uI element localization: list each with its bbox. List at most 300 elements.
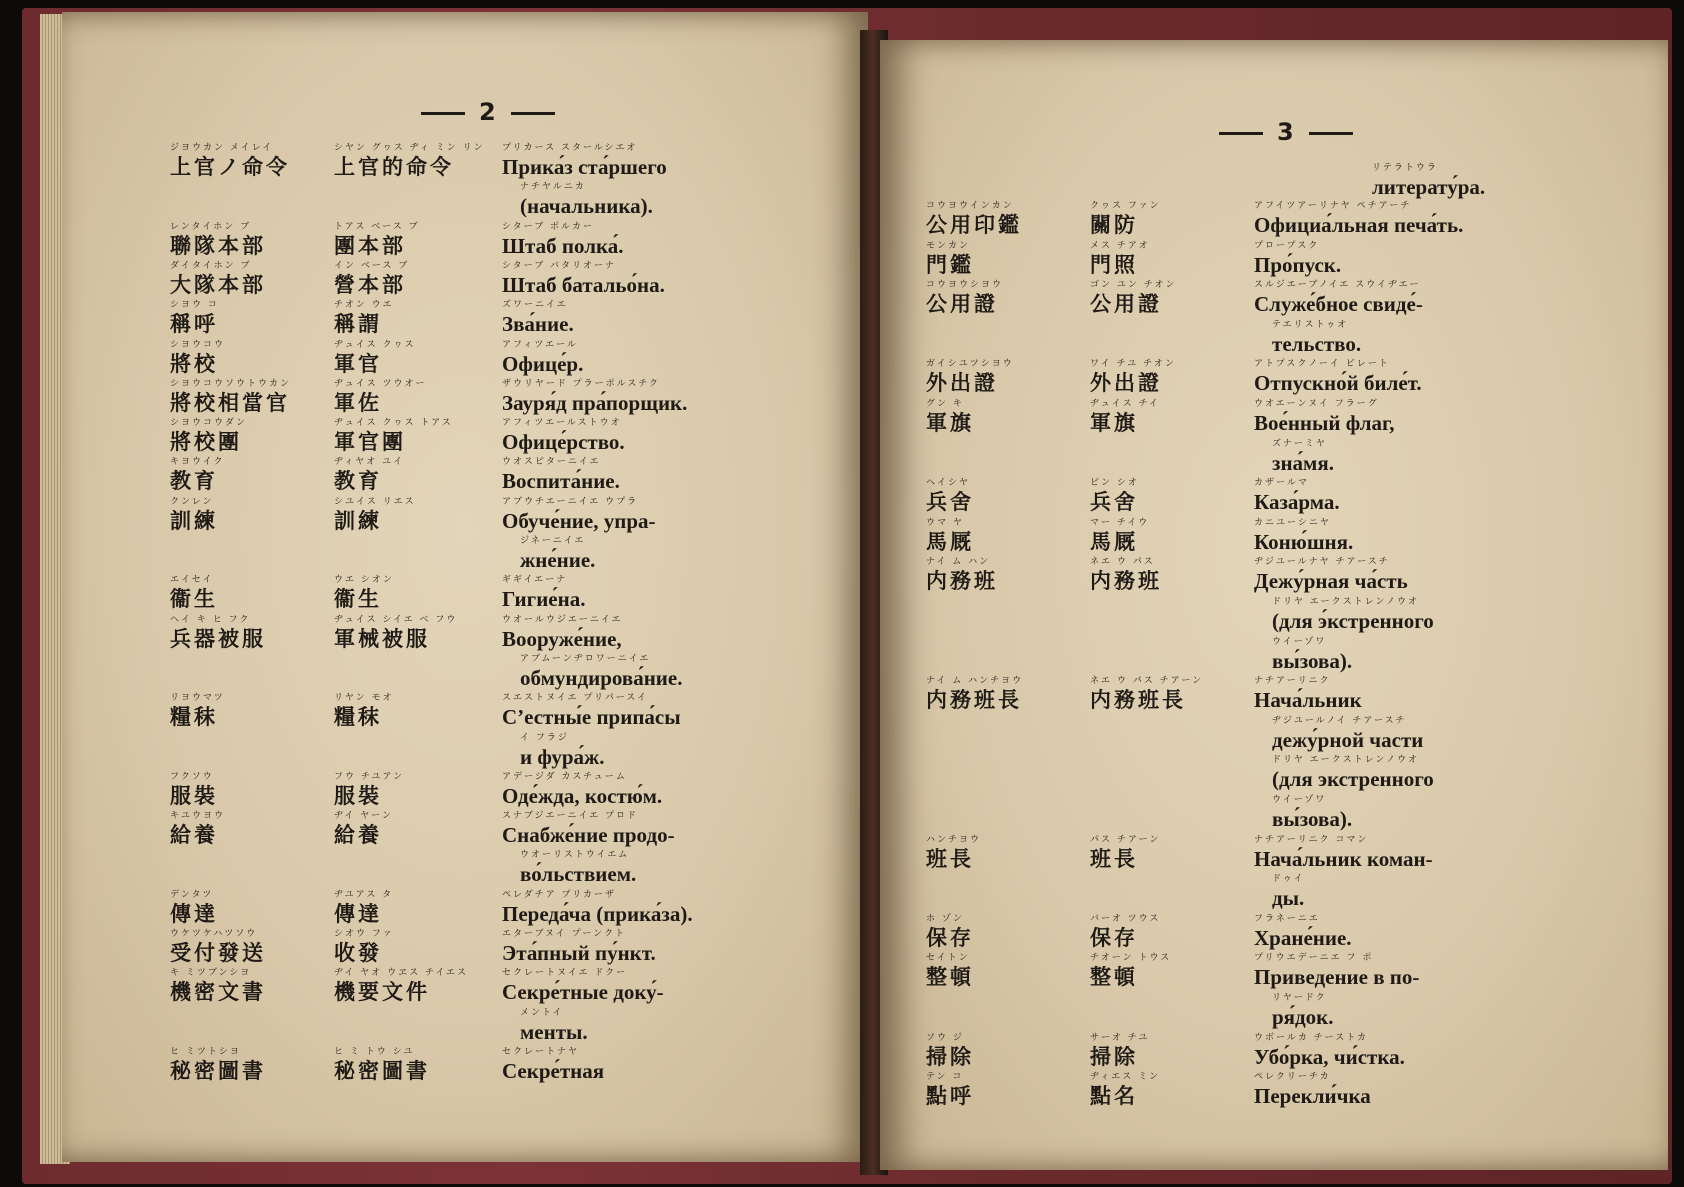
- continuation-reading: ドリヤ エークストレンノウオ: [1272, 755, 1420, 766]
- japanese-term-reading: ヘイ キ ヒ フク: [170, 614, 251, 625]
- japanese-term-reading: グン キ: [926, 399, 964, 409]
- chinese-term-reading: クヮス ファン: [1090, 201, 1161, 211]
- chinese-term: 傳達: [334, 900, 382, 926]
- japanese-term: 兵舍: [926, 489, 974, 515]
- japanese-term: 點呼: [926, 1083, 974, 1109]
- translation-continuation: [1272, 596, 1434, 634]
- chinese-term: 門照: [1090, 251, 1138, 277]
- translation-continuation: [520, 535, 595, 573]
- russian-translation: Вооруже́ние,: [502, 626, 622, 651]
- japanese-term-cell: [926, 279, 1003, 317]
- chinese-term: 收發: [334, 940, 382, 965]
- japanese-term-reading: キユウヨウ: [170, 811, 226, 822]
- chinese-term-cell: [1090, 556, 1162, 594]
- russian-translation: Зва́ние.: [502, 312, 574, 337]
- russian-translation-cell: [1254, 517, 1353, 555]
- japanese-term-cell: [170, 378, 291, 416]
- chinese-term-cell: [334, 810, 393, 848]
- japanese-term: 聯隊本部: [170, 232, 266, 258]
- chinese-term: 營本部: [334, 271, 406, 297]
- russian-translation-cell: [502, 928, 656, 966]
- chinese-term-reading: ヒ ミ トウ シユ: [334, 1046, 415, 1057]
- japanese-term-cell: [170, 260, 266, 298]
- russian-translation: Нача́льник: [1254, 688, 1362, 713]
- russian-translation-reading: アフィツエールストウオ: [502, 418, 622, 429]
- russian-translation: Про́пуск.: [1254, 252, 1342, 277]
- japanese-term-cell: [170, 889, 218, 927]
- russian-translation-cell: [502, 771, 662, 809]
- russian-translation: Обуче́ние, упра-: [502, 508, 656, 533]
- chinese-term: 内務班長: [1090, 687, 1186, 713]
- russian-translation-cell: [1254, 675, 1362, 713]
- japanese-term: 門鑑: [926, 251, 974, 277]
- russian-translation-reading: ヂジユールナヤ チアースチ: [1254, 557, 1390, 568]
- translation-continuation: [1272, 754, 1434, 792]
- chinese-term-reading: チオン ウエ: [334, 300, 394, 311]
- chinese-term-reading: ワイ チユ チオン: [1090, 359, 1176, 370]
- russian-translation-reading: シターブ バタリオーナ: [502, 260, 616, 271]
- russian-translation-cell: [502, 456, 620, 494]
- russian-translation: Вое́нный флаг,: [1254, 411, 1395, 435]
- continuation-text: (начальника).: [520, 194, 653, 219]
- chinese-term-cell: [1090, 358, 1176, 396]
- russian-translation: Штаб полка́.: [502, 233, 624, 258]
- japanese-term-reading: ウマ ヤ: [926, 517, 964, 528]
- russian-translation-reading: ウオールウジエーニイエ: [502, 614, 623, 625]
- russian-translation-reading: ウボールカ チーストカ: [1254, 1032, 1368, 1043]
- japanese-term: 秘密圖書: [170, 1057, 266, 1083]
- russian-translation-reading: プロープスク: [1254, 240, 1320, 251]
- russian-translation-reading: エターブヌイ プーンクト: [502, 929, 626, 939]
- continuation-reading: ウオーリストウイエム: [520, 850, 630, 861]
- japanese-term-cell: [170, 692, 225, 730]
- translation-continuation: [1272, 715, 1423, 753]
- japanese-term-cell: [926, 477, 974, 515]
- translation-continuation: [1272, 438, 1334, 476]
- chinese-term: 馬厩: [1090, 528, 1138, 554]
- chinese-term-reading: ヂィヤオ ユイ: [334, 457, 405, 468]
- japanese-term-cell: [170, 299, 219, 337]
- continuation-text: ря́док.: [1272, 1005, 1334, 1029]
- japanese-term: 稱呼: [170, 311, 218, 337]
- japanese-term-reading: ジヨウカン メイレイ: [170, 143, 274, 153]
- translation-continuation: [520, 1007, 588, 1045]
- chinese-term-reading: バーオ ツウス: [1090, 913, 1161, 924]
- russian-translation: Прика́з ста́ршего: [502, 155, 667, 179]
- continuation-text: обмундирова́ние.: [520, 665, 683, 690]
- russian-translation-reading: ナチアーリニク: [1254, 676, 1331, 687]
- russian-translation-cell: [1254, 1032, 1405, 1070]
- chinese-term: 軍官: [334, 350, 382, 376]
- russian-translation-reading: アデージダ カスチューム: [502, 771, 627, 782]
- japanese-term: 傳達: [170, 900, 218, 926]
- chinese-term-cell: [334, 496, 416, 534]
- russian-translation: Приведение в по-: [1254, 965, 1420, 990]
- chinese-term: 軍旗: [1090, 410, 1138, 435]
- chinese-term: 軍械被服: [334, 625, 430, 651]
- japanese-term: 馬厩: [926, 528, 974, 554]
- continuation-reading: ヂジユールノイ チアースチ: [1272, 715, 1407, 726]
- russian-translation-reading: アブウチエーニイエ ウプラ: [502, 496, 639, 507]
- japanese-term-cell: [926, 358, 1014, 396]
- russian-translation-cell: [502, 574, 585, 612]
- japanese-term: 糧秣: [170, 704, 218, 730]
- continuation-text: вы́зова).: [1272, 807, 1353, 831]
- japanese-term: 給養: [170, 822, 218, 848]
- russian-translation: Служе́бное свиде́-: [1254, 292, 1423, 317]
- chinese-term: 服裝: [334, 782, 382, 808]
- continuation-reading: ウイーゾワ: [1272, 636, 1327, 647]
- chinese-term-reading: イン ベース ブ: [334, 260, 410, 271]
- chinese-term-cell: [334, 771, 404, 809]
- chinese-term-cell: [1090, 675, 1203, 713]
- russian-translation-reading: ウオスピターニイエ: [502, 457, 601, 468]
- japanese-term-cell: [170, 339, 225, 377]
- japanese-term: 機密文書: [170, 979, 266, 1005]
- chinese-term-reading: フウ チユアン: [334, 771, 405, 782]
- russian-translation-reading: カザールマ: [1254, 478, 1309, 489]
- russian-translation-cell: [1254, 240, 1341, 278]
- chinese-term-reading: シヤン グヮス ヂィ ミン リン: [334, 143, 485, 153]
- chinese-term: 班長: [1090, 845, 1138, 871]
- russian-translation: Оде́жда, костю́м.: [502, 783, 663, 808]
- russian-translation: Секре́тные доку́-: [502, 980, 664, 1005]
- russian-translation: Офице́р.: [502, 351, 584, 376]
- chinese-term: 給養: [334, 822, 382, 848]
- translation-continuation: [520, 732, 605, 770]
- japanese-term-cell: [926, 834, 981, 872]
- japanese-term-reading: フクソウ: [170, 771, 214, 782]
- continuation-reading: ウイーゾワ: [1272, 795, 1327, 805]
- chinese-term-reading: ウエ シオン: [334, 575, 394, 586]
- japanese-term-cell: [926, 1032, 974, 1070]
- japanese-term-cell: [170, 496, 218, 534]
- chinese-term-reading: ヂュイス ツウオー: [334, 378, 427, 389]
- japanese-term: 整頓: [926, 964, 974, 990]
- chinese-term-cell: [1090, 913, 1160, 951]
- chinese-term-reading: ヂユアス タ: [334, 889, 394, 900]
- japanese-term: 班長: [926, 845, 974, 871]
- russian-translation-cell: [1254, 1071, 1371, 1109]
- japanese-term-reading: リヨウマツ: [170, 693, 225, 704]
- chinese-term: 訓練: [334, 507, 382, 533]
- continuation-reading: ドリヤ エークストレンノウオ: [1272, 597, 1420, 607]
- continuation-reading: ジネーニイエ: [520, 536, 586, 546]
- continuation-reading: テエリストゥオ: [1272, 319, 1349, 330]
- chinese-term: 外出證: [1090, 370, 1162, 396]
- russian-translation: Гигие́на.: [502, 587, 586, 612]
- russian-translation-cell: [502, 260, 665, 298]
- chinese-term-cell: [334, 142, 485, 180]
- chinese-term-reading: ネエ ウ パス チアーン: [1090, 676, 1204, 687]
- russian-translation: С’естны́е припа́сы: [502, 705, 681, 730]
- chinese-term: 教育: [334, 468, 382, 494]
- russian-translation-cell: [502, 378, 687, 416]
- chinese-term-reading: シユイス リエス: [334, 496, 416, 507]
- translation-continuation: [1272, 992, 1334, 1030]
- japanese-term-cell: [170, 142, 290, 180]
- russian-translation-cell: [1254, 834, 1433, 872]
- translation-continuation: [1272, 794, 1352, 832]
- chinese-term-cell: [334, 574, 394, 612]
- russian-translation-reading: プリウエデーニエ フ ポ: [1254, 953, 1374, 964]
- japanese-term-reading: シヨウコウソウトウカン: [170, 378, 292, 389]
- japanese-term-reading: キヨウイク: [170, 457, 225, 468]
- japanese-term: 公用印鑑: [926, 212, 1022, 237]
- chinese-term-cell: [1090, 200, 1161, 238]
- continuation-text: жне́ние.: [520, 548, 596, 572]
- page-number-right: 3: [1205, 118, 1367, 146]
- chinese-term-reading: シオウ ファ: [334, 929, 394, 939]
- russian-translation-cell: [502, 692, 681, 730]
- russian-translation-cell: [502, 496, 656, 534]
- japanese-term-cell: [170, 1046, 266, 1084]
- japanese-term: 將校: [170, 350, 218, 376]
- japanese-term-reading: レンタイホン ブ: [170, 221, 252, 232]
- chinese-term: 稱謂: [334, 311, 382, 337]
- russian-translation-reading: セクレートヌイエ ドクー: [502, 968, 628, 979]
- chinese-term-reading: リヤン モオ: [334, 693, 394, 704]
- chinese-term: 保存: [1090, 924, 1138, 950]
- chinese-term-reading: ヂイ ヤーン: [334, 811, 394, 822]
- russian-translation-cell: [1254, 556, 1408, 594]
- russian-translation: Коню́шня.: [1254, 529, 1354, 554]
- chinese-term: 機要文件: [334, 979, 430, 1005]
- russian-translation: Офице́рство.: [502, 430, 625, 455]
- russian-translation-reading: アフイツアーリナヤ ペチアーチ: [1254, 201, 1412, 211]
- japanese-term-reading: キ ミツブンシヨ: [170, 968, 252, 979]
- chinese-term-reading: パス チアーン: [1090, 834, 1161, 845]
- japanese-term: 軍旗: [926, 410, 974, 435]
- russian-translation-reading: ナチアーリニク コマン: [1254, 834, 1369, 845]
- continuation-reading: ナチヤルニカ: [520, 182, 586, 193]
- japanese-term-reading: クンレン: [170, 496, 214, 507]
- russian-translation-reading: ギギイエーナ: [502, 575, 568, 586]
- continuation-reading: アブムーンヂロワーニイエ: [520, 653, 651, 664]
- japanese-term-cell: [926, 952, 974, 990]
- russian-translation-cell: [502, 1046, 604, 1084]
- chinese-term: 掃除: [1090, 1043, 1138, 1069]
- translation-continuation: [520, 653, 682, 691]
- japanese-term-reading: テン コ: [926, 1072, 964, 1083]
- japanese-term: 掃除: [926, 1043, 974, 1069]
- chinese-term: 内務班: [1090, 568, 1162, 594]
- russian-translation: Эта́пный пу́нкт.: [502, 941, 656, 965]
- russian-translation-reading: アフィツエール: [502, 339, 578, 350]
- continuation-text: дежу́рной части: [1272, 727, 1424, 752]
- russian-translation: Убо́рка, чи́стка.: [1254, 1044, 1405, 1069]
- russian-translation-reading: フラネーニエ: [1254, 913, 1320, 924]
- japanese-term: 保存: [926, 924, 974, 950]
- chinese-term-cell: [1090, 1032, 1149, 1070]
- japanese-term: 内務班長: [926, 687, 1022, 713]
- russian-translation: Каза́рма.: [1254, 490, 1340, 515]
- russian-translation: Воспита́ние.: [502, 469, 620, 494]
- japanese-term-cell: [170, 771, 218, 809]
- chinese-term-cell: [1090, 240, 1150, 278]
- japanese-term-reading: エイセイ: [170, 575, 214, 586]
- japanese-term-cell: [926, 675, 1023, 713]
- chinese-term-reading: ヂュイス チイ: [1090, 399, 1160, 409]
- russian-translation-cell: [502, 417, 625, 455]
- top-continuation: リテラトウラ литерату́ра.: [1372, 163, 1486, 199]
- chinese-term: 秘密圖書: [334, 1057, 430, 1083]
- chinese-term-cell: [334, 1046, 430, 1084]
- translation-continuation: [520, 181, 653, 219]
- russian-translation-cell: [502, 889, 693, 927]
- chinese-term-cell: [334, 928, 394, 966]
- chinese-term: 公用證: [1090, 291, 1162, 317]
- japanese-term-reading: ウケツケハツソウ: [170, 929, 258, 939]
- russian-translation: Снабже́ние продо-: [502, 823, 675, 848]
- chinese-term-cell: [334, 299, 394, 337]
- left-page: [62, 12, 868, 1162]
- japanese-term-cell: [926, 398, 974, 436]
- chinese-term-cell: [334, 967, 468, 1005]
- japanese-term: 將校相當官: [170, 389, 290, 415]
- japanese-term: 兵器被服: [170, 625, 266, 651]
- chinese-term-reading: ピン シオ: [1090, 478, 1139, 489]
- chinese-term-cell: [334, 339, 416, 377]
- russian-translation-reading: ペレダチア プリカーザ: [502, 889, 617, 900]
- chinese-term-cell: [1090, 952, 1171, 990]
- chinese-term-cell: [1090, 1071, 1160, 1109]
- chinese-term: 糧秣: [334, 704, 382, 730]
- chinese-term-reading: ヂュイス シイエ ベ フウ: [334, 614, 458, 625]
- continuation-text: и фура́ж.: [520, 744, 605, 769]
- japanese-term-reading: シヨウコウ: [170, 339, 226, 350]
- continuation-reading: リヤードク: [1272, 993, 1327, 1003]
- japanese-term-reading: ソウ ジ: [926, 1032, 964, 1043]
- russian-translation: Перекли́чка: [1254, 1084, 1371, 1109]
- chinese-term-cell: [334, 221, 420, 259]
- japanese-term-reading: ナイ ム ハンチヨウ: [926, 676, 1024, 687]
- chinese-term-reading: マー チイウ: [1090, 517, 1150, 528]
- continuation-reading: ズナーミヤ: [1272, 438, 1327, 449]
- japanese-term-cell: [926, 240, 974, 278]
- japanese-term: 衞生: [170, 586, 218, 612]
- continuation-text: во́льствием.: [520, 862, 637, 887]
- translation-continuation: [520, 849, 636, 887]
- japanese-term-cell: [170, 614, 266, 652]
- chinese-term: 點名: [1090, 1083, 1138, 1109]
- chinese-term-cell: [334, 692, 394, 730]
- chinese-term-cell: [1090, 477, 1139, 515]
- japanese-term-reading: シヨウ コ: [170, 300, 219, 311]
- russian-translation: Официа́льная печа́ть.: [1254, 213, 1464, 237]
- japanese-term-cell: [170, 456, 225, 494]
- chinese-term-cell: [1090, 398, 1160, 436]
- russian-translation-cell: [502, 339, 583, 377]
- japanese-term-cell: [170, 810, 225, 848]
- japanese-term-cell: [170, 574, 218, 612]
- translation-continuation: [1272, 319, 1361, 357]
- japanese-term-reading: ナイ ム ハン: [926, 557, 991, 568]
- chinese-term-reading: ヂイ ヤオ ウヱス チイエス: [334, 968, 468, 979]
- japanese-term-cell: [170, 928, 266, 966]
- continuation-reading: イ フラジ: [520, 732, 569, 743]
- chinese-term: 兵舍: [1090, 489, 1138, 515]
- japanese-term: 内務班: [926, 568, 998, 594]
- chinese-term-reading: ネエ ウ パス: [1090, 557, 1155, 568]
- japanese-term: 受付發送: [170, 940, 266, 965]
- japanese-term-reading: ヘイシヤ: [926, 478, 971, 489]
- japanese-term: 大隊本部: [170, 271, 266, 297]
- japanese-term-reading: デンタツ: [170, 889, 214, 900]
- japanese-term-cell: [170, 221, 266, 259]
- chinese-term-cell: [334, 456, 404, 494]
- japanese-term-reading: ハンチヨウ: [926, 834, 982, 845]
- japanese-term-cell: [926, 556, 998, 594]
- russian-translation-cell: [1254, 398, 1394, 436]
- japanese-term-cell: [926, 913, 974, 951]
- russian-translation-cell: [1254, 358, 1422, 396]
- russian-translation-cell: [1254, 477, 1340, 515]
- continuation-text: (для э́кстренного: [1272, 609, 1434, 633]
- russian-translation-cell: [1254, 952, 1419, 990]
- japanese-term-cell: [926, 517, 974, 555]
- russian-translation: Нача́льник коман-: [1254, 846, 1433, 871]
- chinese-term: 整頓: [1090, 964, 1138, 990]
- russian-translation-cell: [502, 142, 667, 180]
- russian-translation-cell: [1254, 913, 1352, 951]
- japanese-term-cell: [170, 967, 266, 1005]
- continuation-text: менты.: [520, 1019, 588, 1044]
- russian-translation-reading: ズワーニイエ: [502, 300, 568, 311]
- russian-translation-reading: ペレクリーチカ: [1254, 1072, 1331, 1083]
- russian-translation-reading: スナブジエーニイエ プロド: [502, 811, 638, 822]
- continuation-text: зна́мя.: [1272, 450, 1334, 475]
- chinese-term-reading: サーオ チユ: [1090, 1032, 1150, 1043]
- chinese-term-cell: [1090, 279, 1177, 317]
- chinese-term-reading: トアス ベース ブ: [334, 221, 420, 232]
- russian-translation: Штаб батальо́на.: [502, 272, 665, 297]
- russian-translation: Хране́ние.: [1254, 925, 1352, 950]
- japanese-term-reading: コウヨウシヨウ: [926, 280, 1004, 291]
- continuation-reading: メントイ: [520, 1007, 564, 1018]
- chinese-term: 衞生: [334, 586, 382, 612]
- chinese-term-reading: ヂュイス クヮス トアス: [334, 418, 453, 429]
- chinese-term: 團本部: [334, 232, 406, 258]
- russian-translation: Дежу́рная ча́сть: [1254, 569, 1408, 594]
- chinese-term-reading: ゴン ユン チオン: [1090, 280, 1177, 291]
- translation-continuation: [1272, 873, 1305, 911]
- chinese-term-cell: [334, 417, 453, 455]
- japanese-term-cell: [926, 1071, 974, 1109]
- japanese-term-cell: [926, 200, 1022, 238]
- russian-translation-reading: シターブ ポルカー: [502, 221, 595, 232]
- japanese-term-reading: ホ ゾン: [926, 913, 964, 924]
- russian-translation: Переда́ча (прика́за).: [502, 901, 693, 926]
- russian-translation-cell: [502, 967, 664, 1005]
- russian-translation-reading: カニユーシニヤ: [1254, 517, 1331, 528]
- russian-translation-cell: [502, 810, 675, 848]
- japanese-term: 公用證: [926, 291, 998, 317]
- russian-translation-cell: [502, 299, 574, 337]
- continuation-text: тельство.: [1272, 331, 1362, 356]
- japanese-term: 上官ノ命令: [170, 154, 290, 179]
- chinese-term-reading: ヂュイス クヮス: [334, 339, 416, 350]
- continuation-text: (для экстренного: [1272, 767, 1434, 792]
- chinese-term-cell: [334, 614, 457, 652]
- japanese-term-reading: ヒ ミツトシヨ: [170, 1046, 241, 1057]
- russian-translation-reading: スエストヌイエ プリパースイ: [502, 693, 649, 704]
- chinese-term-cell: [334, 260, 409, 298]
- japanese-term-reading: ダイタイホン ブ: [170, 260, 252, 271]
- chinese-term-cell: [334, 889, 393, 927]
- translation-continuation: [1272, 636, 1352, 674]
- chinese-term-cell: [334, 378, 427, 416]
